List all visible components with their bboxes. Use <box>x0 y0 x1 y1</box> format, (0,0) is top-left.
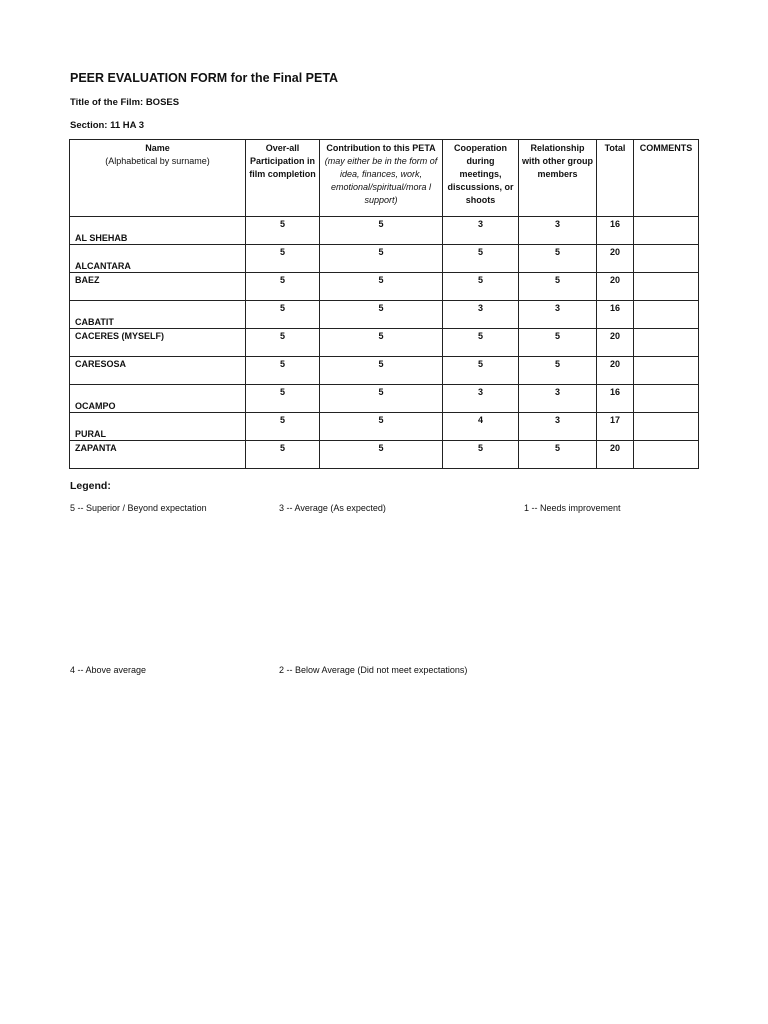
legend-item-4: 4 -- Above average <box>70 665 147 675</box>
header-contribution-label: Contribution to this PETA <box>326 143 436 153</box>
row-relationship: 5 <box>519 357 597 385</box>
row-comments[interactable] <box>634 413 699 441</box>
row-relationship: 3 <box>519 217 597 245</box>
legend-title: Legend: <box>70 480 111 492</box>
table-row <box>70 273 699 301</box>
row-cooperation: 5 <box>443 329 519 357</box>
row-cooperation: 5 <box>443 441 519 469</box>
row-comments[interactable] <box>634 217 699 245</box>
table-header-row <box>70 140 699 217</box>
row-participation: 5 <box>246 357 320 385</box>
row-relationship: 5 <box>519 441 597 469</box>
row-contribution: 5 <box>320 441 443 469</box>
row-cooperation: 4 <box>443 413 519 441</box>
table-row <box>70 329 699 357</box>
row-name: ALCANTARA <box>70 245 246 273</box>
row-total: 20 <box>597 245 634 273</box>
peer-evaluation-table <box>69 139 699 469</box>
row-name: BAEZ <box>70 273 246 301</box>
table-row <box>70 217 699 245</box>
row-participation: 5 <box>246 217 320 245</box>
header-relationship-label: Relationship with other group members <box>522 143 593 179</box>
film-title: Title of the Film: BOSES <box>70 97 180 108</box>
row-total: 20 <box>597 441 634 469</box>
header-contribution-note: (may either be in the form of idea, finances, work, emotional/spiritual/mora l support) <box>324 156 438 205</box>
row-total: 17 <box>597 413 634 441</box>
section-label: Section: 11 HA 3 <box>70 120 145 131</box>
header-contribution <box>320 140 443 217</box>
row-total: 20 <box>597 273 634 301</box>
row-total: 20 <box>597 329 634 357</box>
header-participation-label: Over-all Participation in film completion <box>249 143 316 179</box>
legend-item-2: 2 -- Below Average (Did not meet expectations) <box>279 665 468 675</box>
row-contribution: 5 <box>320 413 443 441</box>
row-participation: 5 <box>246 413 320 441</box>
row-name: CACERES (MYSELF) <box>70 329 246 357</box>
header-name <box>70 140 246 217</box>
header-total-label: Total <box>604 143 626 153</box>
table-row <box>70 301 699 329</box>
row-name: CARESOSA <box>70 357 246 385</box>
row-cooperation: 3 <box>443 217 519 245</box>
header-relationship <box>519 140 597 217</box>
row-participation: 5 <box>246 273 320 301</box>
row-name: AL SHEHAB <box>70 217 246 245</box>
header-comments <box>634 140 699 217</box>
row-comments[interactable] <box>634 273 699 301</box>
row-total: 20 <box>597 357 634 385</box>
table-row <box>70 385 699 413</box>
header-comments-label: COMMENTS <box>639 143 693 153</box>
row-contribution: 5 <box>320 385 443 413</box>
row-total: 16 <box>597 217 634 245</box>
row-contribution: 5 <box>320 217 443 245</box>
table-row <box>70 245 699 273</box>
legend-item-5: 5 -- Superior / Beyond expectation <box>70 503 207 513</box>
header-cooperation-label: Cooperation during meetings, discussions, or shoots <box>447 143 514 205</box>
row-participation: 5 <box>246 301 320 329</box>
row-contribution: 5 <box>320 245 443 273</box>
row-contribution: 5 <box>320 273 443 301</box>
header-participation <box>246 140 320 217</box>
row-participation: 5 <box>246 385 320 413</box>
row-comments[interactable] <box>634 245 699 273</box>
row-participation: 5 <box>246 245 320 273</box>
row-comments[interactable] <box>634 441 699 469</box>
row-relationship: 3 <box>519 301 597 329</box>
header-total <box>597 140 634 217</box>
row-comments[interactable] <box>634 329 699 357</box>
legend-item-3: 3 -- Average (As expected) <box>279 503 386 513</box>
row-cooperation: 5 <box>443 357 519 385</box>
table-row <box>70 441 699 469</box>
row-contribution: 5 <box>320 357 443 385</box>
row-comments[interactable] <box>634 385 699 413</box>
row-participation: 5 <box>246 441 320 469</box>
row-cooperation: 5 <box>443 273 519 301</box>
row-name: OCAMPO <box>70 385 246 413</box>
header-name-label: Name <box>145 143 170 153</box>
header-cooperation <box>443 140 519 217</box>
row-cooperation: 5 <box>443 245 519 273</box>
row-contribution: 5 <box>320 329 443 357</box>
row-relationship: 5 <box>519 245 597 273</box>
row-relationship: 5 <box>519 273 597 301</box>
row-contribution: 5 <box>320 301 443 329</box>
table-row <box>70 357 699 385</box>
form-title: PEER EVALUATION FORM for the Final PETA <box>70 71 339 85</box>
row-total: 16 <box>597 385 634 413</box>
row-relationship: 3 <box>519 385 597 413</box>
table-row <box>70 413 699 441</box>
row-comments[interactable] <box>634 357 699 385</box>
row-participation: 5 <box>246 329 320 357</box>
row-relationship: 5 <box>519 329 597 357</box>
header-name-note: (Alphabetical by surname) <box>105 156 210 166</box>
row-name: ZAPANTA <box>70 441 246 469</box>
row-cooperation: 3 <box>443 385 519 413</box>
row-relationship: 3 <box>519 413 597 441</box>
row-name: CABATIT <box>70 301 246 329</box>
row-total: 16 <box>597 301 634 329</box>
row-comments[interactable] <box>634 301 699 329</box>
legend-item-1: 1 -- Needs improvement <box>524 503 621 513</box>
row-cooperation: 3 <box>443 301 519 329</box>
row-name: PURAL <box>70 413 246 441</box>
